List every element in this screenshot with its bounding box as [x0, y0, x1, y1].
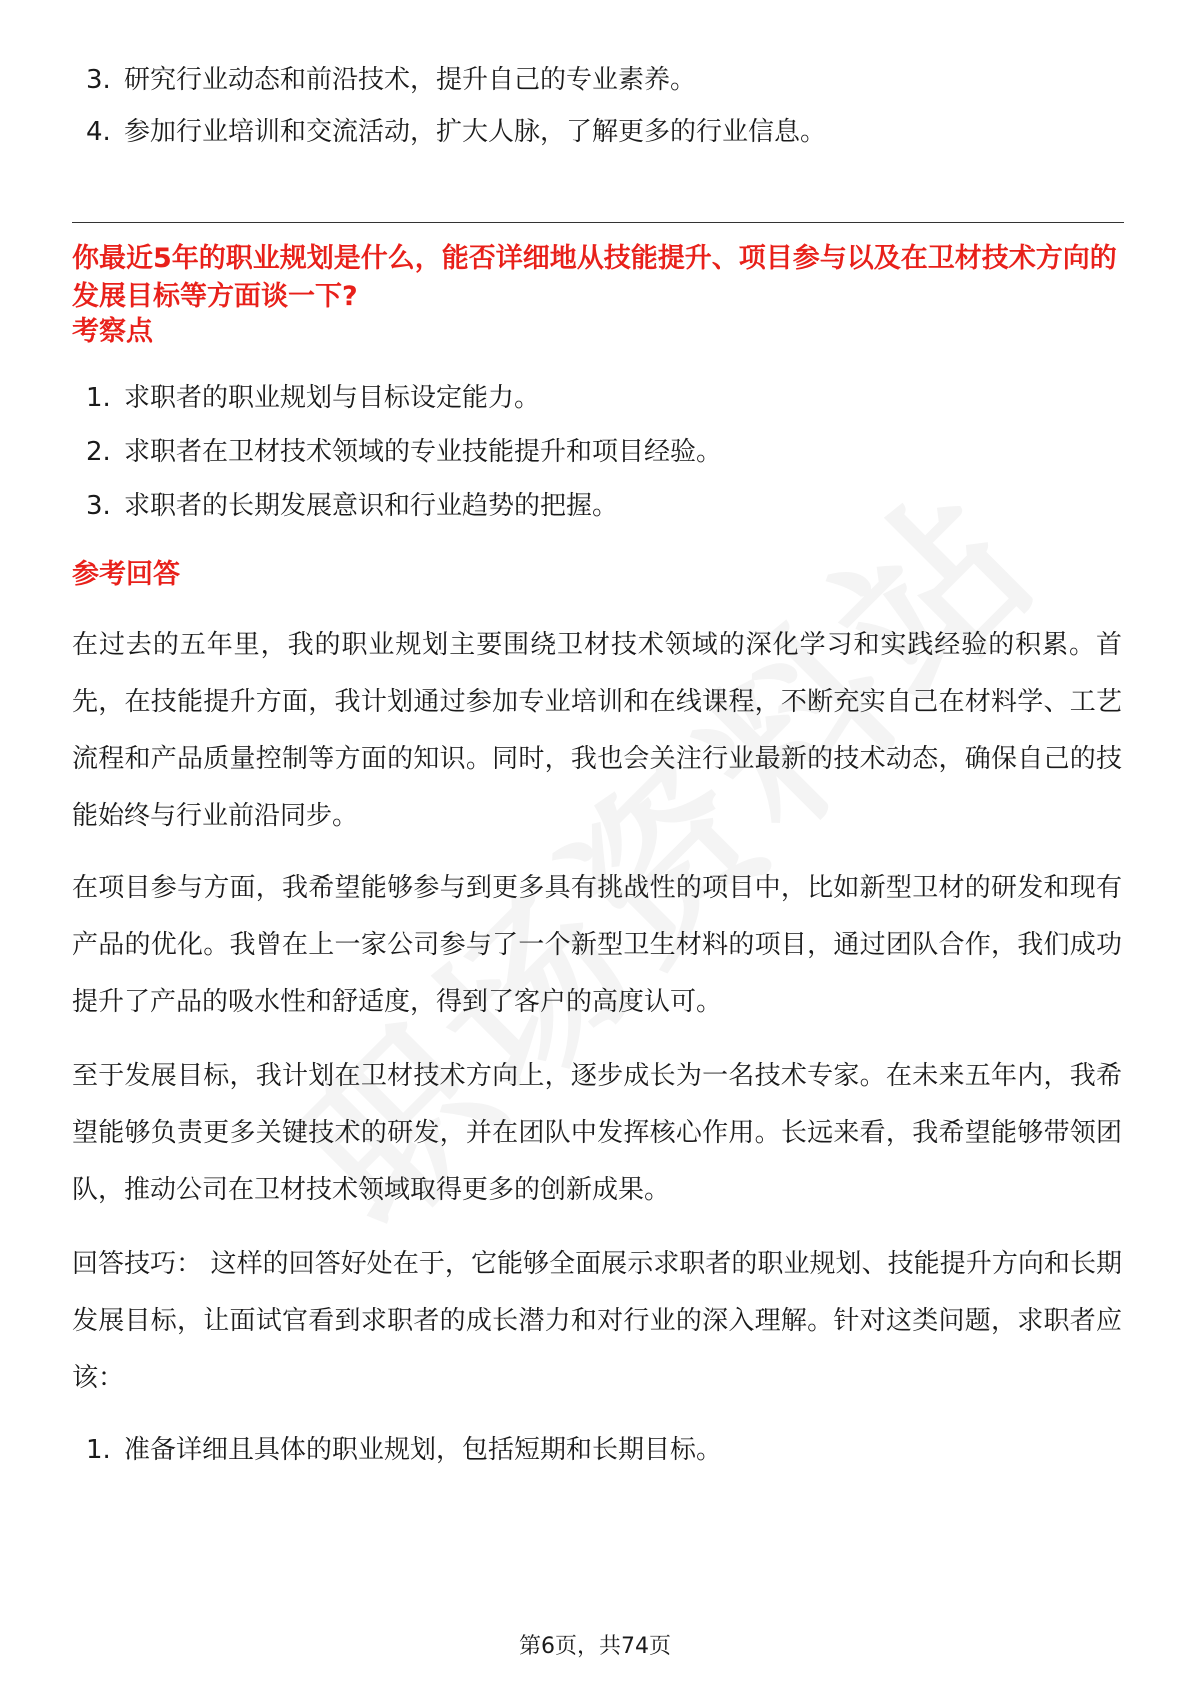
page-number: 第6页，共74页 — [519, 1634, 671, 1659]
question-heading: 你最近5年的职业规划是什么，能否详细地从技能提升、项目参与以及在卫材技术方向的发展目标等方面谈一下? — [72, 243, 1117, 312]
list-item-text: 研究行业动态和前沿技术，提升自己的专业素养。 — [124, 65, 697, 95]
list-item-number: 3. — [86, 491, 111, 521]
answer-paragraph: 在过去的五年里，我的职业规划主要围绕卫材技术领域的深化学习和实践经验的积累。首先，在技能提升方面，我计划通过参加专业培训和在线课程，不断充实自己在材料学、工艺流程和产品质量控制等方面的知识。同时，我也会关注行业最新的技术动态，确保自己的技能始终与行业前沿同步。 — [72, 630, 1122, 831]
section-divider — [72, 222, 1124, 223]
list-item-number: 3. — [86, 65, 111, 95]
list-item-text: 准备详细且具体的职业规划，包括短期和长期目标。 — [124, 1435, 723, 1465]
list-item-number: 4. — [86, 117, 111, 147]
list-item — [80, 114, 1120, 150]
answer-paragraph: 至于发展目标，我计划在卫材技术方向上，逐步成长为一名技术专家。在未来五年内，我希望能够负责更多关键技术的研发，并在团队中发挥核心作用。长远来看，我希望能够带领团队，推动公司在卫材技术领域取得更多的创新成果。 — [72, 1061, 1122, 1205]
list-item-text: 参加行业培训和交流活动，扩大人脉，了解更多的行业信息。 — [124, 117, 827, 147]
list-item-text: 求职者在卫材技术领域的专业技能提升和项目经验。 — [124, 437, 723, 467]
list-item-number: 1. — [86, 1435, 111, 1465]
answer-tips-paragraph: 回答技巧： 这样的回答好处在于，它能够全面展示求职者的职业规划、技能提升方向和长期发展目标，让面试官看到求职者的成长潜力和对行业的深入理解。针对这类问题，求职者应该： — [72, 1249, 1122, 1393]
list-item — [80, 434, 1120, 470]
list-item-text: 求职者的职业规划与目标设定能力。 — [124, 383, 541, 413]
focus-title: 考察点 — [72, 316, 153, 347]
list-item-number: 1. — [86, 383, 111, 413]
list-item-number: 2. — [86, 437, 111, 467]
answer-paragraph: 在项目参与方面，我希望能够参与到更多具有挑战性的项目中，比如新型卫材的研发和现有产品的优化。我曾在上一家公司参与了一个新型卫生材料的项目，通过团队合作，我们成功提升了产品的吸水性和舒适度，得到了客户的高度认可。 — [72, 873, 1122, 1017]
list-item — [80, 1432, 1120, 1468]
list-item — [80, 62, 1120, 98]
list-item — [80, 488, 1120, 524]
list-item — [80, 380, 1120, 416]
list-item-text: 求职者的长期发展意识和行业趋势的把握。 — [124, 491, 619, 521]
answer-title: 参考回答 — [72, 559, 180, 590]
